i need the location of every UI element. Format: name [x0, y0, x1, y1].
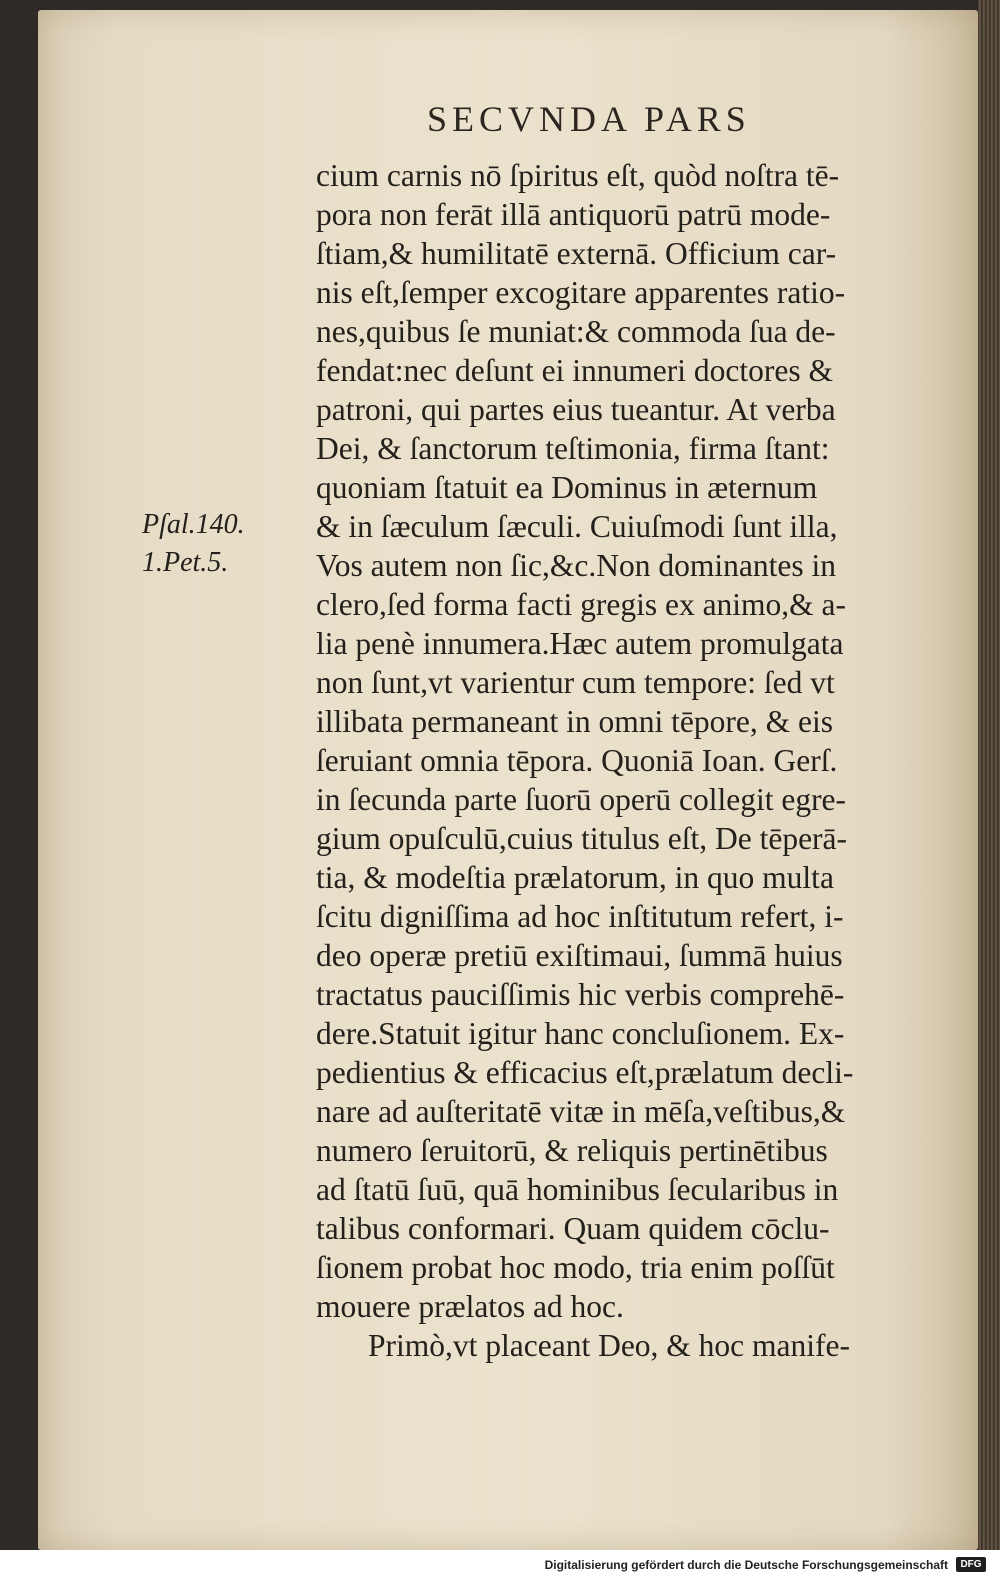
text-line: lia penè innumera.Hæc autem promulgata [316, 626, 844, 661]
text-line: nes,quibus ſe muniat:& commoda ſua de- [316, 314, 836, 349]
marginal-notes [142, 506, 245, 582]
text-line: nis eſt,ſemper excogitare apparentes ratio- [316, 275, 846, 310]
text-line: in ſecunda parte ſuorū operū collegit egre- [316, 782, 847, 817]
page-edge [978, 0, 1000, 1550]
text-line: ſeruiant omnia tēpora. Quoniā Ioan. Gerſ. [316, 743, 838, 778]
text-line: tia, & modeſtia prælatorum, in quo multa [316, 860, 834, 895]
text-line: ad ſtatū ſuū, quā hominibus ſecularibus in [316, 1172, 839, 1207]
text-line: cium carnis nō ſpiritus eſt, quòd noſtra tē- [316, 158, 840, 193]
text-line: non ſunt,vt varientur cum tempore: ſed vt [316, 665, 835, 700]
marginal-note-psalm: Pſal.140. [142, 509, 245, 540]
text-line: numero ſeruitorū, & reliquis pertinētibus [316, 1133, 828, 1168]
text-line: gium opuſculū,cuius titulus eſt, De tēperā- [316, 821, 848, 856]
dfg-logo-icon: DFG [956, 1557, 986, 1572]
text-line: quoniam ſtatuit ea Dominus in æternum [316, 470, 818, 505]
text-line: Dei, & ſanctorum teſtimonia, firma ſtant: [316, 431, 830, 466]
text-line: deo operæ pretiū exiſtimaui, ſummā huius [316, 938, 843, 973]
running-head: SECVNDA PARS [427, 99, 751, 139]
text-line: pora non ferāt illā antiquorū patrū mode- [316, 197, 831, 232]
text-line: illibata permaneant in omni tēpore, & eis [316, 704, 833, 739]
text-line: tractatus pauciſſimis hic verbis comprehē- [316, 977, 845, 1012]
body-text [316, 156, 936, 1365]
text-line-paragraph-start: Primò,vt placeant Deo, & hoc manife- [368, 1328, 850, 1363]
text-line: & in ſæculum ſæculi. Cuiuſmodi ſunt illa, [316, 509, 838, 544]
text-line: Vos autem non ſic,&c.Non dominantes in [316, 548, 836, 583]
footer-bar [0, 1550, 1000, 1580]
marginal-note-peter: 1.Pet.5. [142, 547, 229, 578]
text-line: patroni, qui partes eius tueantur. At verba [316, 392, 836, 427]
text-line: talibus conformari. Quam quidem cōclu- [316, 1211, 830, 1246]
text-line: ſcitu digniſſima ad hoc inſtitutum refert, i- [316, 899, 844, 934]
text-line: ſtiam,& humilitatē externā. Officium car- [316, 236, 837, 271]
text-line: mouere prælatos ad hoc. [316, 1289, 624, 1324]
text-line: fendat:nec deſunt ei innumeri doctores & [316, 353, 833, 388]
funding-credit: Digitalisierung gefördert durch die Deutsche Forschungsgemeinschaft [544, 1558, 948, 1572]
text-line: pedientius & efficacius eſt,prælatum decli- [316, 1055, 854, 1090]
text-line: ſionem probat hoc modo, tria enim poſſūt [316, 1250, 835, 1285]
text-line: dere.Statuit igitur hanc concluſionem. Ex- [316, 1016, 845, 1051]
text-line: clero,ſed forma facti gregis ex animo,& a- [316, 587, 847, 622]
text-line: nare ad auſteritatē vitæ in mēſa,veſtibus,& [316, 1094, 846, 1129]
